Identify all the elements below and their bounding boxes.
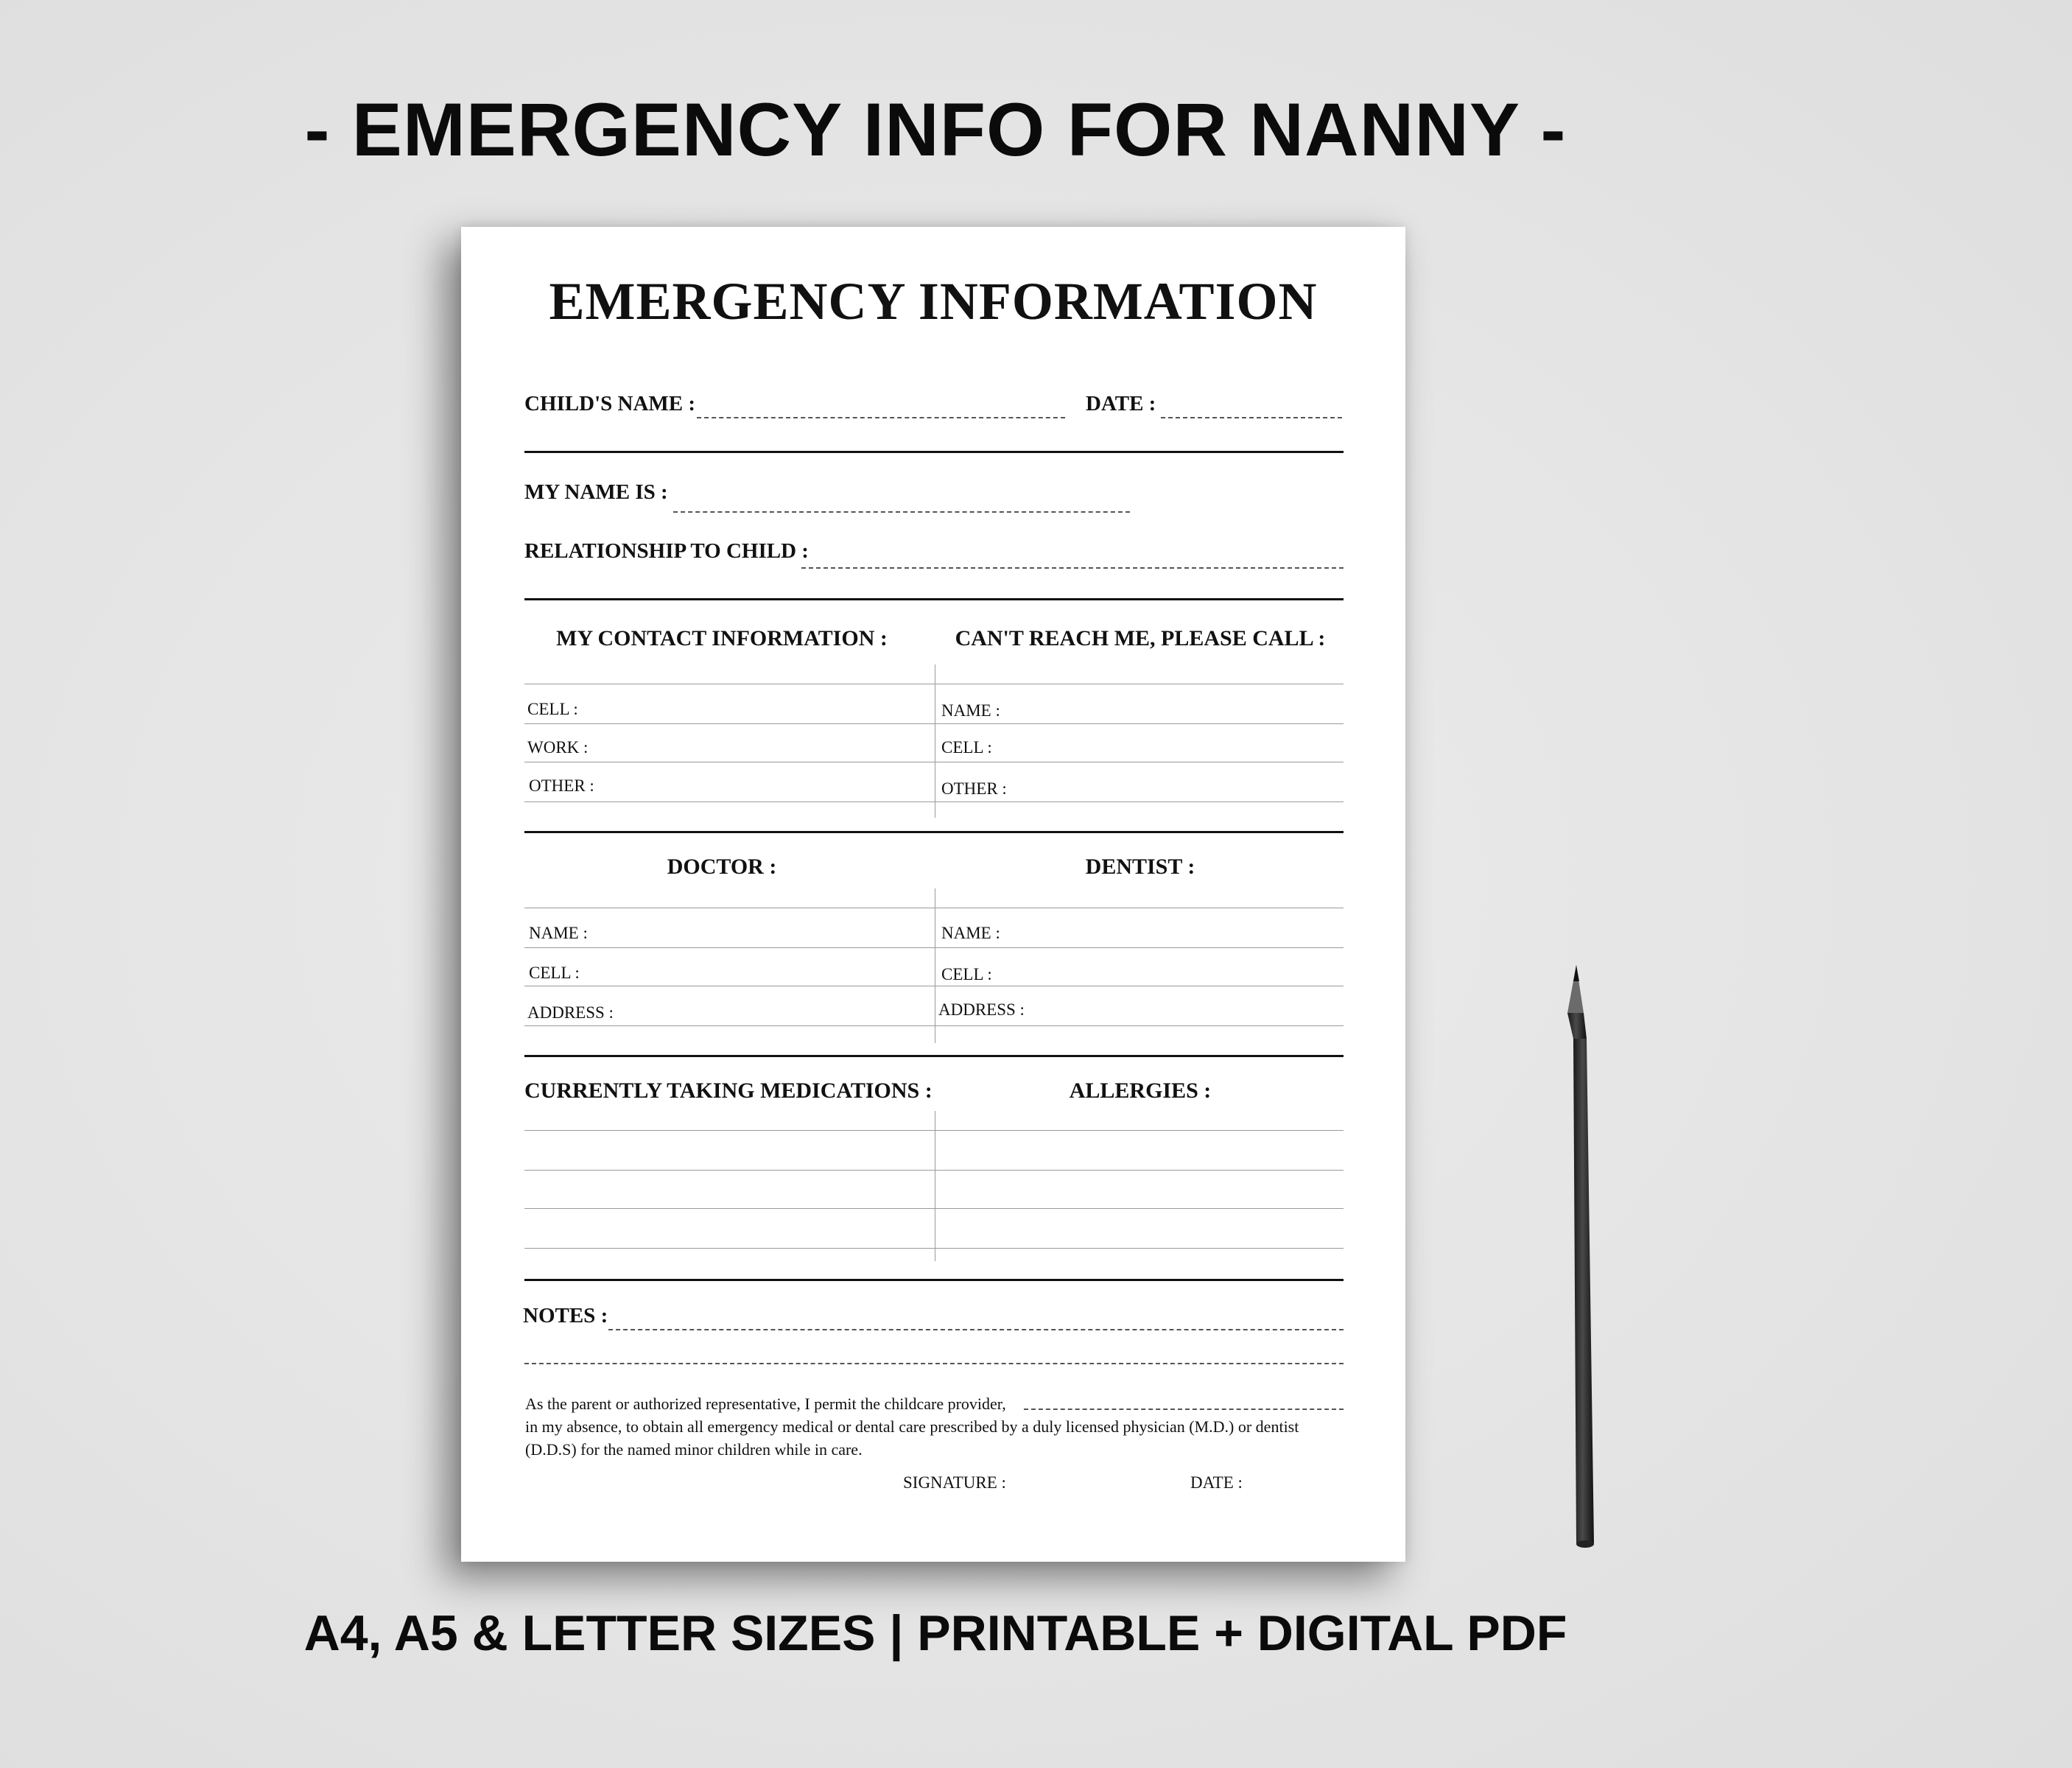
my-contact-heading: MY CONTACT INFORMATION : [556,626,888,650]
notes-label: NOTES : [523,1304,608,1327]
dentist-address-field[interactable]: ADDRESS : [938,1000,1025,1019]
doctor-cell-field[interactable]: CELL : [529,964,580,982]
dentist-heading: DENTIST : [1085,855,1195,879]
form-sheet [461,227,1405,1562]
my-work-field[interactable]: WORK : [527,738,589,757]
field-line [524,801,1344,802]
doctor-address-field[interactable]: ADDRESS : [527,1003,614,1022]
consent-paragraph [525,1392,1350,1461]
my-other-field[interactable]: OTHER : [529,776,594,795]
consent-line: (D.D.S) for the named minor children while in care. [525,1440,863,1459]
consent-line: in my absence, to obtain all emergency medical or dental care prescribed by a duly licensed physician (M.D.) or dentist [525,1417,1299,1436]
provider-name-line[interactable] [1024,1409,1344,1410]
medication-line[interactable] [524,1130,1344,1131]
section-divider [524,831,1344,833]
field-line [524,947,1344,948]
allergies-heading: ALLERGIES : [1069,1078,1212,1103]
doctor-heading: DOCTOR : [667,855,777,879]
relationship-label: RELATIONSHIP TO CHILD : [524,539,809,563]
pencil-image [1547,958,1598,1554]
field-line [524,723,1344,724]
doctor-name-field[interactable]: NAME : [529,924,588,942]
section-divider [524,451,1344,453]
my-cell-field[interactable]: CELL : [527,700,578,718]
childs-name-label: CHILD'S NAME : [524,392,696,415]
field-line [524,1025,1344,1026]
signature-date-field[interactable]: DATE : [1190,1473,1243,1492]
relationship-line[interactable] [801,567,1344,569]
alt-name-field[interactable]: NAME : [941,701,1000,720]
signature-field[interactable]: SIGNATURE : [903,1473,1006,1492]
alt-other-field[interactable]: OTHER : [941,779,1007,798]
medication-line[interactable] [524,1248,1344,1249]
notes-line[interactable] [608,1329,1344,1330]
childs-name-line[interactable] [697,417,1065,418]
medication-line[interactable] [524,1170,1344,1171]
cant-reach-heading: CAN'T REACH ME, PLEASE CALL : [955,626,1326,650]
form-title: EMERGENCY INFORMATION [549,272,1318,331]
consent-line: As the parent or authorized representative, I permit the childcare provider, [525,1395,1006,1413]
my-name-line[interactable] [673,511,1130,513]
banner-title: - EMERGENCY INFO FOR NANNY - [304,88,1567,172]
notes-line[interactable] [524,1363,1344,1364]
date-label: DATE : [1086,392,1156,415]
banner-subtitle: A4, A5 & LETTER SIZES | PRINTABLE + DIGITAL PDF [303,1605,1567,1661]
my-name-label: MY NAME IS : [524,480,668,504]
section-divider [524,1279,1344,1281]
date-line[interactable] [1161,417,1342,418]
dentist-cell-field[interactable]: CELL : [941,965,992,983]
alt-cell-field[interactable]: CELL : [941,738,992,757]
section-divider [524,598,1344,600]
medication-line[interactable] [524,1208,1344,1209]
dentist-name-field[interactable]: NAME : [941,924,1000,942]
medications-heading: CURRENTLY TAKING MEDICATIONS : [524,1078,933,1103]
section-divider [524,1055,1344,1057]
